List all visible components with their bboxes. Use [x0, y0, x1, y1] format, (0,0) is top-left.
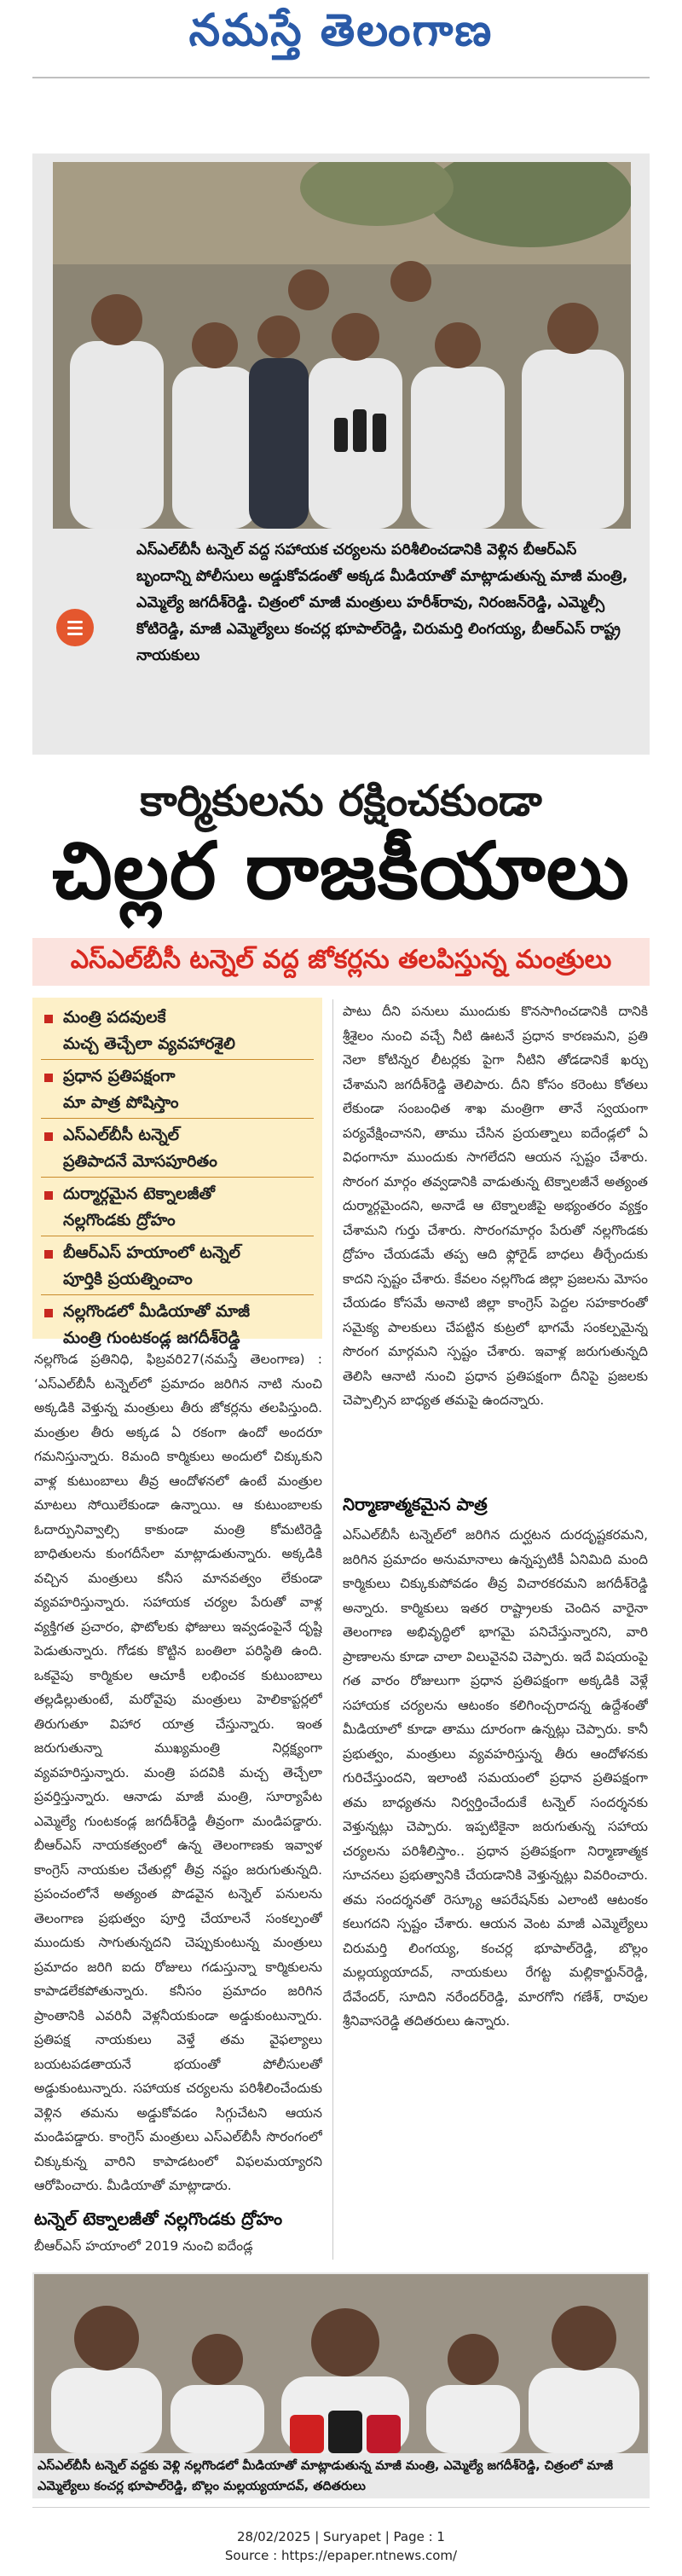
right-section-heading: నిర్మాణాత్మకమైన పాత్ర	[343, 1494, 488, 1514]
left-section-heading: టన్నెల్ టెక్నాలజీతో నల్లగొండకు ద్రోహం	[34, 2208, 283, 2229]
highlight-item: నల్లగొండలో మీడియాతో మాజీ మంత్రి గుంటకండ్ల జగదీశ్‌రెడ్డి	[41, 1299, 314, 1353]
menu-icon[interactable]	[56, 609, 94, 646]
bullet-icon	[44, 1191, 53, 1200]
bottom-photo-caption: ఎస్‌ఎల్‌బీసీ టన్నెల్ వద్దకు వెళ్లి నల్లగొండలో మీడియాతో మాట్లాడుతున్న మాజీ మంత్రి, ఎమ్మెల్యే జగదీశ్‌రెడ్డి, చిత్రంలో మాజీ ఎమ్మెల్యేలు కంచర్ల భూపాల్‌రెడ్డి, బొల్లం మల్లయ్యయాదవ్, తదితరులు	[38, 2459, 613, 2493]
bottom-photo-illustration	[34, 2274, 648, 2453]
top-photo-illustration	[53, 162, 631, 529]
left-article-body: నల్లగొండ ప్రతినిధి, ఫిబ్రవరి27(నమస్తే తెలంగాణ) : ‘ఎస్‌ఎల్‌బీసీ టన్నెల్‌లో ప్రమాదం జరిగిన నాటి నుంచి అక్కడికి వెళ్తున్న మంత్రులు తీరు జోకర్లను తలపిస్తుంది. మంత్రుల తీరు అక్కడ ఏ రకంగా ఉందో అందరూ గమనిస్తున్నారు. 8మంది కార్మికులు అందులో చిక్కుకుని వాళ్ల కుటుంబాలు తీవ్ర ఆందోళనలో ఉంటే మంత్రుల మాటలు సోయిలేకుండా ఉన్నాయి. ఆ కుటుంబాలకు ఓదార్పునివ్వాల్సి కాకుండా మంత్రి కోమటిరెడ్డి బాధితులను కుంగదీసేలా మాట్లాడుతున్నారు. అక్కడికి వచ్చిన మంత్రులు కనీస మానవత్వం లేకుండా వ్యవహరిస్తున్నారు. సహాయక చర్యల పేరుతో వాళ్ల వ్యక్తిగత ప్రచారం, ఫొటోలకు ఫోజులు ఇవ్వడంపైనే దృష్టి పెడుతున్నారు. గోడకు కొట్టిన బంతిలా పరిస్థితి ఉంది. ఒకవైపు కార్మికుల ఆచూకీ లభించక కుటుంబాలు తల్లడిల్లుతుంటే, మరోవైపు మంత్రులు హెలికాప్టర్లలో తిరుగుతూ విహార యాత్ర చేస్తున్నారు. ఇంత జరుగుతున్నా ముఖ్యమంత్రి నిర్లక్ష్యంగా వ్యవహరిస్తున్నారు. మంత్రి పదవికి మచ్చ తెచ్చేలా ప్రవర్తిస్తున్నారు. ఆనాడు మాజీ మంత్రి, సూర్యాపేట ఎమ్మెల్యే గుంటకండ్ల జగదీశ్‌రెడ్డి తీవ్రంగా మండిపడ్డారు. బీఆర్‌ఎస్ నాయకత్వంలో ఉన్న తెలంగాణకు ఇవ్వాళ కాంగ్రెస్ నాయకుల చేతుల్లో తీవ్ర నష్టం జరుగుతున్నది. ప్రపంచంలోనే అత్యంత పొడవైన టన్నెల్ పనులను తెలంగాణ ప్రభుత్వం పూర్తి చేయాలనే సంకల్పంతో ముందుకు సాగుతున్నదని చెప్పుకుంటున్న మంత్రులు ప్రమాదం జరిగి ఐదు రోజులు గడుస్తున్నా కార్మికులను కాపాడలేకపోతున్నారు. కనీసం ప్రమాదం జరిగిన ప్రాంతానికి ఎవరినీ వెళ్లనీయకుండా అడ్డుకుంటున్నారు. ప్రతిపక్ష నాయకులు వెళ్తే తమ వైఫల్యాలు బయటపడతాయనే భయంతో పోలీసులతో అడ్డుకుంటున్నారు. సహాయక చర్యలను పరిశీలించేందుకు వెళ్లిన తమను అడ్డుకోవడం సిగ్గుచేటని ఆయన మండిపడ్డారు. కాంగ్రెస్ మంత్రులు ఎస్‌ఎల్‌బీసీ సొరంగంలో చిక్కుకున్న వారిని కాపాడటంలో విఫలమయ్యారని ఆరోపించారు. మీడియాతో మాట్లాడారు.	[34, 1352, 322, 2193]
highlight-item: ఎస్‌ఎల్‌బీసీ టన్నెల్ ప్రతిపాదనే మోసపూరితం	[41, 1122, 314, 1177]
footer-source: Source : https://epaper.ntnews.com/	[224, 2548, 458, 2563]
footer-divider	[32, 2507, 650, 2508]
newspaper-title: నమస్తే తెలంగాణ	[188, 5, 494, 56]
bottom-photo	[34, 2274, 648, 2453]
column-divider	[332, 999, 333, 2260]
right-article-body: పాటు దీని పనులు ముందుకు కొనసాగించడానికి దానికి శ్రీశైలం నుంచి వచ్చే నీటి ఊటనే ప్రధాన కారణమని, ప్రతి నెలా కోటిన్నర లీటర్లకు పైగా నీటిని తోడడానికే ఖర్చు చేశామని జగదీశ్‌రెడ్డి తెలిపారు. దీని కోసం కరెంటు కోతలు లేకుండా సంబంధిత శాఖ మంత్రిగా తానే స్వయంగా పర్యవేక్షించానని, తాము చేసిన ప్రయత్నాలు ఐదేండ్లలో ఏ విధంగానూ ముందుకు సాగలేదని ఆయన స్పష్టం చేశారు. సొరంగ మార్గం తవ్వడానికి వాడుతున్న టెక్నాలజీనే అత్యంత దుర్మార్గమైందని, అనాడే ఆ టెక్నాలజీపై అభ్యంతరం వ్యక్తం చేశామని గుర్తు చేశారు. సొరంగమార్గం పేరుతో నల్లగొండకు ద్రోహం చేయడమే తప్ప ఆది ఫ్లోరైడ్ బాధలు తీర్చేందుకు కాదని స్పష్టం చేశారు. కేవలం నల్లగొండ జిల్లా ప్రజలను మోసం చేయడం కోసమే అనాటి జిల్లా కాంగ్రెస్ పెద్దల సహకారంతో సమైక్య పాలకులు చేపట్టిన కుట్రలో భాగమే సంకల్పమైన్న సొరంగ మార్గమని స్పష్టం చేశారు. ఇవాళ్ల జరుగుతున్నది తెలిసి ఆనాటి నుంచి ప్రధాన ప్రతిపక్షంగా దీనిపై ప్రజలకు చెప్పాల్సిన బాధ్యత తమపై ఉందన్నారు.	[343, 1004, 648, 1408]
bullet-icon	[44, 1074, 53, 1082]
bullet-icon	[44, 1309, 53, 1317]
masthead-divider	[32, 77, 650, 78]
bullet-icon	[44, 1250, 53, 1259]
top-photo-caption: ఎస్‌ఎల్‌బీసీ టన్నెల్ వద్ద సహాయక చర్యలను పరిశీలించడానికి వెళ్లిన బీఆర్‌ఎస్ బృందాన్ని పోలీసులు అడ్డుకోవడంతో అక్కడ మీడియాతో మాట్లాడుతున్న మాజీ మంత్రి, ఎమ్మెల్యే జగదీశ్‌రెడ్డి. చిత్రంలో మాజీ మంత్రులు హరీశ్‌రావు, నిరంజన్‌రెడ్డి, ఎమ్మెల్సీ కోటిరెడ్డి, మాజీ ఎమ్మెల్యేలు కంచర్ల భూపాల్‌రెడ్డి, చిరుమర్తి లింగయ్య, బీఆర్‌ఎస్ రాష్ట్ర నాయకులు	[136, 541, 628, 664]
left-article-continuation: బీఆర్‌ఎస్ హయాంలో 2019 నుంచి ఐదేండ్ల	[34, 2238, 253, 2254]
headline-kicker: కార్మికులను రక్షించకుండా	[140, 776, 542, 825]
footer-date-edition: 28/02/2025 | Suryapet | Page : 1	[237, 2529, 445, 2544]
bullet-icon	[44, 1015, 53, 1023]
highlight-item: మంత్రి పదవులకే మచ్చ తెచ్చేలా వ్యవహారశైలి	[41, 1004, 314, 1059]
main-headline: చిల్లర రాజకీయాలు	[52, 825, 630, 917]
masthead	[0, 0, 682, 77]
subheadline: ఎస్‌ఎల్‌బీసీ టన్నెల్ వద్ద జోకర్లను తలపిస్తున్న మంత్రులు	[70, 945, 612, 975]
highlight-item: దుర్మార్గమైన టెక్నాలజీతో నల్లగొండకు ద్రోహం	[41, 1181, 314, 1236]
highlight-item: ప్రధాన ప్రతిపక్షంగా మా పాత్ర పోషిస్తాం	[41, 1063, 314, 1118]
bullet-icon	[44, 1132, 53, 1141]
right-article-continuation: ఎస్‌ఎల్‌బీసీ టన్నెల్‌లో జరిగిన దుర్ఘటన దురదృష్టకరమని, జరిగిన ప్రమాదం అనుమానాలు ఉన్నప్పటికీ ఏనిమిది మంది కార్మికులు చిక్కుకుపోవడం తీవ్ర విచారకరమని జగదీశ్‌రెడ్డి అన్నారు. కార్మికులు ఇతర రాష్ట్రాలకు చెందిన వారైనా తెలంగాణ అభివృద్ధిలో భాగమై పనిచేస్తున్నారని, వారి ప్రాణాలను కూడా చాలా విలువైనవి చెప్పారు. ఇదే విషయంపై గత వారం రోజులుగా ప్రధాన ప్రతిపక్షంగా అక్కడికి వెళ్లే సహాయక చర్యలను ఆటంకం కలిగించ్చరాదన్న ఉద్దేశంతో మీడియాలో కూడా తాము దూరంగా ఉన్నట్లు చెప్పారు. కానీ ప్రభుత్వం, మంత్రులు వ్యవహరిస్తున్న తీరు ఆందోళనకు గురిచేస్తుందని, ఇలాంటి సమయంలో ప్రధాన ప్రతిపక్షంగా తమ బాధ్యతను నిర్వర్తించేందుకే టన్నెల్ సందర్శనకు వెళ్తున్నట్లు చెప్పారు. ఇప్పటికైనా జరుగుతున్న సహాయ చర్యలను పరిశీలిస్తాం.. ప్రధాన ప్రతిపక్షంగా నిర్మాణాత్మక సూచనలు ప్రభుత్వానికి చేయడానికి వెళ్తున్నట్లు వివరించారు. తమ సందర్శనతో రెస్క్యూ ఆపరేషన్‌కు ఎలాంటి ఆటంకం కలుగదని స్పష్టం చేశారు. ఆయన వెంట మాజీ ఎమ్మెల్యేలు చిరుమర్తి లింగయ్య, కంచర్ల భూపాల్‌రెడ్డి, బొల్లం మల్లయ్యయాదవ్, నాయకులు రేగట్ట మల్లికార్జున్‌రెడ్డి, దేవేందర్, సూదిని నరేందర్‌రెడ్డి, మారగోని గణేశ్, రావుల శ్రీనివాసరెడ్డి తదితరులు ఉన్నారు.	[343, 1527, 648, 2029]
highlight-item: బీఆర్‌ఎస్ హయాంలో టన్నెల్ పూర్తికి ప్రయత్నించాం	[41, 1240, 314, 1294]
highlights-list	[41, 1004, 314, 1353]
top-photo	[53, 162, 631, 529]
